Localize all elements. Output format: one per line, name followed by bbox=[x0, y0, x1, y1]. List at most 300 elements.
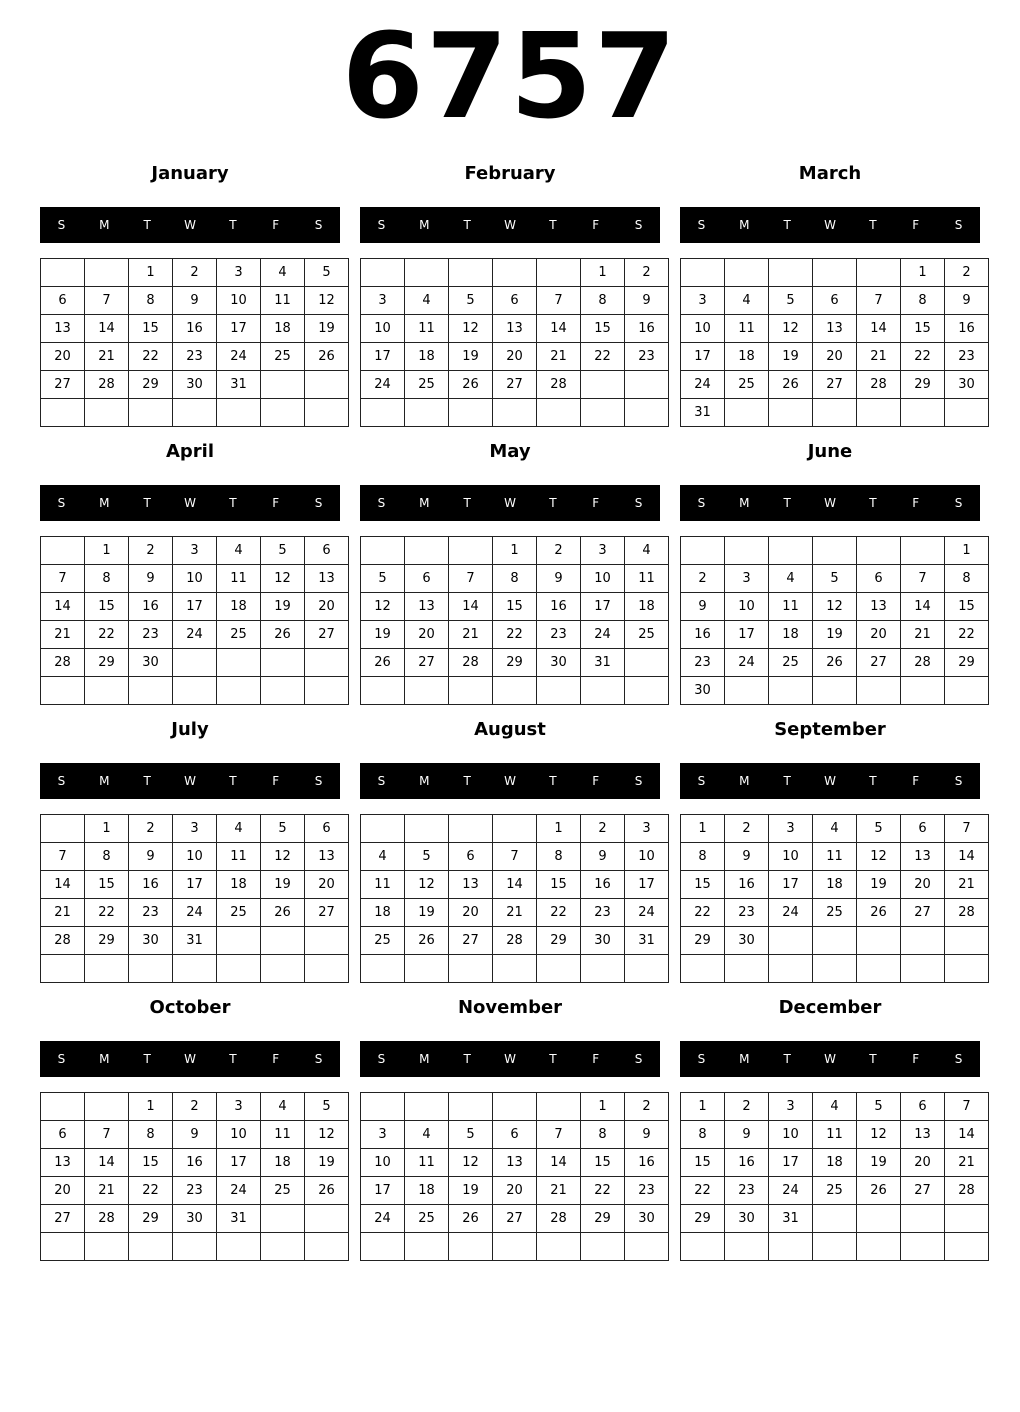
day-cell: 1 bbox=[581, 259, 625, 287]
day-cell: 23 bbox=[537, 621, 581, 649]
day-cell: 7 bbox=[901, 565, 945, 593]
weekday-header: W bbox=[184, 774, 196, 788]
day-cell: 25 bbox=[405, 371, 449, 399]
day-cell: 8 bbox=[581, 1121, 625, 1149]
day-cell: 15 bbox=[581, 315, 625, 343]
day-cell: 1 bbox=[681, 1093, 725, 1121]
day-cell: 12 bbox=[769, 315, 813, 343]
day-cell: 29 bbox=[129, 1205, 173, 1233]
weekday-header: M bbox=[99, 218, 110, 232]
day-cell: 29 bbox=[581, 1205, 625, 1233]
week-row bbox=[361, 1149, 669, 1177]
day-cell: 14 bbox=[857, 315, 901, 343]
day-grid bbox=[360, 1092, 669, 1261]
weekday-header: T bbox=[463, 218, 471, 232]
day-cell: 15 bbox=[681, 871, 725, 899]
day-cell: 31 bbox=[173, 927, 217, 955]
day-cell bbox=[725, 677, 769, 705]
week-row bbox=[41, 1177, 349, 1205]
week-row bbox=[361, 537, 669, 565]
day-cell: 22 bbox=[901, 343, 945, 371]
day-cell bbox=[945, 1205, 989, 1233]
week-row bbox=[361, 927, 669, 955]
week-row bbox=[41, 621, 349, 649]
day-cell bbox=[41, 815, 85, 843]
day-cell: 16 bbox=[945, 315, 989, 343]
week-row bbox=[681, 955, 989, 983]
day-cell: 27 bbox=[305, 621, 349, 649]
day-cell: 13 bbox=[493, 1149, 537, 1177]
day-cell: 13 bbox=[493, 315, 537, 343]
day-cell: 20 bbox=[493, 343, 537, 371]
day-cell bbox=[85, 955, 129, 983]
day-cell bbox=[85, 677, 129, 705]
day-cell: 11 bbox=[769, 593, 813, 621]
day-cell bbox=[813, 537, 857, 565]
day-cell: 10 bbox=[361, 315, 405, 343]
day-cell: 14 bbox=[493, 871, 537, 899]
day-cell bbox=[261, 371, 305, 399]
day-cell bbox=[901, 1233, 945, 1261]
day-cell bbox=[769, 677, 813, 705]
day-cell: 27 bbox=[857, 649, 901, 677]
day-cell bbox=[361, 677, 405, 705]
day-cell: 5 bbox=[305, 1093, 349, 1121]
day-cell: 16 bbox=[625, 1149, 669, 1177]
day-cell: 26 bbox=[405, 927, 449, 955]
day-cell bbox=[581, 1233, 625, 1261]
month-name: November bbox=[457, 997, 563, 1018]
weekday-header-row bbox=[360, 485, 660, 521]
day-cell: 8 bbox=[581, 287, 625, 315]
day-cell: 28 bbox=[41, 649, 85, 677]
day-cell bbox=[129, 1233, 173, 1261]
day-cell: 16 bbox=[625, 315, 669, 343]
day-cell: 21 bbox=[945, 871, 989, 899]
day-cell: 10 bbox=[769, 1121, 813, 1149]
day-cell: 4 bbox=[725, 287, 769, 315]
week-row bbox=[681, 871, 989, 899]
day-cell: 20 bbox=[901, 871, 945, 899]
day-cell: 24 bbox=[361, 371, 405, 399]
day-cell: 16 bbox=[129, 593, 173, 621]
day-cell: 4 bbox=[405, 1121, 449, 1149]
weekday-header: S bbox=[57, 496, 66, 510]
week-row bbox=[361, 371, 669, 399]
day-cell: 6 bbox=[813, 287, 857, 315]
day-cell: 28 bbox=[945, 1177, 989, 1205]
day-cell: 28 bbox=[493, 927, 537, 955]
day-cell: 24 bbox=[725, 649, 769, 677]
day-cell: 23 bbox=[581, 899, 625, 927]
day-grid bbox=[680, 536, 989, 705]
day-cell bbox=[681, 1233, 725, 1261]
day-cell bbox=[857, 537, 901, 565]
weekday-header: T bbox=[783, 774, 791, 788]
day-cell bbox=[625, 399, 669, 427]
day-cell: 15 bbox=[537, 871, 581, 899]
day-cell: 17 bbox=[173, 871, 217, 899]
day-cell: 24 bbox=[361, 1205, 405, 1233]
weekday-header: T bbox=[549, 496, 557, 510]
day-cell: 20 bbox=[813, 343, 857, 371]
day-cell: 14 bbox=[85, 1149, 129, 1177]
weekday-header: M bbox=[419, 218, 430, 232]
week-row bbox=[41, 399, 349, 427]
day-cell: 4 bbox=[625, 537, 669, 565]
day-cell: 20 bbox=[405, 621, 449, 649]
day-cell: 10 bbox=[217, 287, 261, 315]
day-cell: 28 bbox=[537, 1205, 581, 1233]
week-row bbox=[361, 649, 669, 677]
day-grid bbox=[40, 258, 349, 427]
day-cell: 7 bbox=[85, 287, 129, 315]
weekday-header-row bbox=[360, 1041, 660, 1077]
week-row bbox=[41, 371, 349, 399]
week-row bbox=[41, 1121, 349, 1149]
day-cell bbox=[581, 371, 625, 399]
week-row bbox=[361, 287, 669, 315]
day-cell: 12 bbox=[813, 593, 857, 621]
day-cell bbox=[449, 815, 493, 843]
day-cell: 14 bbox=[901, 593, 945, 621]
day-cell: 26 bbox=[857, 1177, 901, 1205]
day-cell: 19 bbox=[261, 871, 305, 899]
day-cell bbox=[405, 677, 449, 705]
day-cell bbox=[813, 1233, 857, 1261]
day-cell: 7 bbox=[449, 565, 493, 593]
weekday-header: T bbox=[463, 774, 471, 788]
week-row bbox=[361, 1233, 669, 1261]
day-cell: 11 bbox=[217, 843, 261, 871]
day-cell: 11 bbox=[725, 315, 769, 343]
day-cell: 19 bbox=[813, 621, 857, 649]
day-cell: 14 bbox=[537, 1149, 581, 1177]
day-cell bbox=[813, 677, 857, 705]
day-cell: 21 bbox=[537, 343, 581, 371]
day-cell: 25 bbox=[769, 649, 813, 677]
day-cell: 9 bbox=[725, 1121, 769, 1149]
day-cell bbox=[449, 399, 493, 427]
week-row bbox=[361, 871, 669, 899]
day-cell: 29 bbox=[85, 649, 129, 677]
day-cell: 10 bbox=[681, 315, 725, 343]
weekday-header: T bbox=[229, 218, 237, 232]
day-cell: 7 bbox=[537, 287, 581, 315]
day-cell: 5 bbox=[361, 565, 405, 593]
week-row bbox=[41, 287, 349, 315]
day-cell bbox=[361, 537, 405, 565]
day-cell bbox=[41, 1093, 85, 1121]
weekday-header: S bbox=[634, 218, 643, 232]
day-cell: 31 bbox=[625, 927, 669, 955]
day-cell: 11 bbox=[217, 565, 261, 593]
day-cell: 10 bbox=[217, 1121, 261, 1149]
day-cell: 18 bbox=[405, 1177, 449, 1205]
day-cell: 17 bbox=[581, 593, 625, 621]
day-cell: 6 bbox=[493, 287, 537, 315]
day-cell: 26 bbox=[449, 1205, 493, 1233]
day-cell: 16 bbox=[725, 871, 769, 899]
day-cell: 12 bbox=[261, 843, 305, 871]
day-cell: 21 bbox=[945, 1149, 989, 1177]
day-cell: 16 bbox=[173, 315, 217, 343]
month-name: February bbox=[464, 163, 556, 184]
day-cell: 15 bbox=[681, 1149, 725, 1177]
day-cell: 30 bbox=[945, 371, 989, 399]
weekday-header: S bbox=[634, 496, 643, 510]
day-cell bbox=[361, 955, 405, 983]
weekday-header: F bbox=[912, 496, 920, 510]
weekday-header: M bbox=[739, 1052, 750, 1066]
day-cell: 1 bbox=[537, 815, 581, 843]
day-cell: 2 bbox=[173, 1093, 217, 1121]
weekday-header: T bbox=[463, 1052, 471, 1066]
weekday-header: T bbox=[143, 1052, 151, 1066]
day-cell bbox=[261, 955, 305, 983]
day-cell bbox=[129, 677, 173, 705]
weekday-header: S bbox=[314, 496, 323, 510]
day-cell: 3 bbox=[173, 537, 217, 565]
weekday-header-row bbox=[680, 1041, 980, 1077]
day-grid bbox=[680, 258, 989, 427]
weekday-header-row bbox=[680, 485, 980, 521]
week-row bbox=[41, 343, 349, 371]
day-cell: 10 bbox=[581, 565, 625, 593]
day-cell bbox=[261, 1205, 305, 1233]
day-cell bbox=[305, 1233, 349, 1261]
week-row bbox=[41, 955, 349, 983]
day-cell bbox=[537, 399, 581, 427]
day-cell: 23 bbox=[945, 343, 989, 371]
weekday-header: M bbox=[99, 496, 110, 510]
month-name: May bbox=[489, 441, 531, 462]
day-cell: 21 bbox=[85, 343, 129, 371]
weekday-header: W bbox=[824, 1052, 836, 1066]
day-cell: 21 bbox=[41, 899, 85, 927]
day-cell: 30 bbox=[129, 927, 173, 955]
day-cell: 4 bbox=[261, 259, 305, 287]
weekday-header: S bbox=[697, 1052, 706, 1066]
day-cell bbox=[449, 1093, 493, 1121]
day-cell bbox=[405, 1233, 449, 1261]
day-cell: 12 bbox=[305, 1121, 349, 1149]
day-cell: 27 bbox=[901, 899, 945, 927]
day-cell: 21 bbox=[41, 621, 85, 649]
weekday-header: F bbox=[592, 1052, 600, 1066]
day-cell: 10 bbox=[173, 843, 217, 871]
weekday-header: T bbox=[143, 496, 151, 510]
day-cell bbox=[769, 1233, 813, 1261]
day-cell: 19 bbox=[857, 1149, 901, 1177]
day-cell: 25 bbox=[261, 343, 305, 371]
day-cell bbox=[217, 1233, 261, 1261]
day-cell bbox=[85, 1093, 129, 1121]
day-cell bbox=[769, 537, 813, 565]
weekday-header: T bbox=[869, 774, 877, 788]
weekday-header: F bbox=[592, 774, 600, 788]
day-cell: 14 bbox=[449, 593, 493, 621]
day-cell: 4 bbox=[769, 565, 813, 593]
week-row bbox=[361, 565, 669, 593]
day-cell: 18 bbox=[217, 593, 261, 621]
day-cell bbox=[681, 537, 725, 565]
day-cell: 16 bbox=[681, 621, 725, 649]
day-cell: 29 bbox=[537, 927, 581, 955]
weekday-header: S bbox=[634, 774, 643, 788]
day-cell: 4 bbox=[361, 843, 405, 871]
day-cell: 20 bbox=[449, 899, 493, 927]
weekday-header: S bbox=[57, 1052, 66, 1066]
day-cell: 15 bbox=[493, 593, 537, 621]
day-cell bbox=[769, 955, 813, 983]
day-cell: 27 bbox=[901, 1177, 945, 1205]
week-row bbox=[361, 1177, 669, 1205]
week-row bbox=[361, 593, 669, 621]
day-cell bbox=[857, 955, 901, 983]
day-cell: 26 bbox=[305, 343, 349, 371]
day-grid bbox=[680, 1092, 989, 1261]
week-row bbox=[41, 1233, 349, 1261]
day-cell bbox=[857, 1233, 901, 1261]
weekday-header: W bbox=[824, 218, 836, 232]
day-cell: 7 bbox=[945, 1093, 989, 1121]
weekday-header: T bbox=[869, 496, 877, 510]
weekday-header: S bbox=[57, 218, 66, 232]
day-cell: 10 bbox=[725, 593, 769, 621]
day-cell: 8 bbox=[85, 843, 129, 871]
day-cell: 28 bbox=[85, 1205, 129, 1233]
day-cell: 13 bbox=[449, 871, 493, 899]
day-cell bbox=[625, 677, 669, 705]
week-row bbox=[681, 1233, 989, 1261]
day-cell: 3 bbox=[725, 565, 769, 593]
weekday-header: S bbox=[377, 218, 386, 232]
day-cell: 29 bbox=[901, 371, 945, 399]
day-cell: 9 bbox=[129, 565, 173, 593]
week-row bbox=[361, 1121, 669, 1149]
weekday-header: M bbox=[99, 1052, 110, 1066]
day-cell: 18 bbox=[361, 899, 405, 927]
weekday-header: S bbox=[377, 774, 386, 788]
day-cell: 2 bbox=[173, 259, 217, 287]
day-cell: 15 bbox=[901, 315, 945, 343]
day-cell: 7 bbox=[41, 843, 85, 871]
day-cell: 12 bbox=[449, 1149, 493, 1177]
day-cell bbox=[305, 955, 349, 983]
day-cell: 2 bbox=[537, 537, 581, 565]
day-cell: 7 bbox=[85, 1121, 129, 1149]
day-cell: 22 bbox=[129, 1177, 173, 1205]
weekday-header: S bbox=[954, 1052, 963, 1066]
day-cell bbox=[681, 955, 725, 983]
day-cell: 23 bbox=[129, 621, 173, 649]
week-row bbox=[361, 815, 669, 843]
day-cell bbox=[361, 1233, 405, 1261]
day-cell bbox=[769, 259, 813, 287]
day-cell: 17 bbox=[217, 1149, 261, 1177]
day-cell bbox=[945, 677, 989, 705]
day-cell bbox=[361, 259, 405, 287]
day-cell: 4 bbox=[217, 537, 261, 565]
week-row bbox=[681, 1177, 989, 1205]
week-row bbox=[681, 1205, 989, 1233]
day-cell: 20 bbox=[901, 1149, 945, 1177]
day-cell bbox=[305, 649, 349, 677]
day-cell: 10 bbox=[173, 565, 217, 593]
day-cell bbox=[129, 399, 173, 427]
day-cell: 19 bbox=[305, 1149, 349, 1177]
day-cell bbox=[405, 815, 449, 843]
day-cell: 25 bbox=[725, 371, 769, 399]
day-cell: 1 bbox=[581, 1093, 625, 1121]
day-cell bbox=[449, 259, 493, 287]
weekday-header-row bbox=[40, 763, 340, 799]
day-cell bbox=[857, 399, 901, 427]
day-cell bbox=[493, 815, 537, 843]
day-cell: 4 bbox=[405, 287, 449, 315]
day-cell bbox=[41, 399, 85, 427]
week-row bbox=[681, 899, 989, 927]
day-cell bbox=[173, 399, 217, 427]
day-cell: 27 bbox=[449, 927, 493, 955]
day-grid bbox=[360, 814, 669, 983]
day-cell bbox=[41, 955, 85, 983]
day-cell bbox=[813, 1205, 857, 1233]
day-cell: 21 bbox=[857, 343, 901, 371]
day-cell: 19 bbox=[857, 871, 901, 899]
weekday-header: W bbox=[184, 1052, 196, 1066]
day-cell: 24 bbox=[581, 621, 625, 649]
week-row bbox=[41, 677, 349, 705]
day-cell bbox=[449, 537, 493, 565]
week-row bbox=[41, 315, 349, 343]
day-cell: 15 bbox=[581, 1149, 625, 1177]
week-row bbox=[361, 1093, 669, 1121]
day-cell bbox=[449, 677, 493, 705]
week-row bbox=[681, 1149, 989, 1177]
day-cell: 24 bbox=[173, 899, 217, 927]
day-cell: 17 bbox=[173, 593, 217, 621]
day-cell: 18 bbox=[405, 343, 449, 371]
day-cell bbox=[305, 399, 349, 427]
day-cell: 17 bbox=[769, 1149, 813, 1177]
weekday-header-row bbox=[360, 207, 660, 243]
day-cell: 20 bbox=[41, 1177, 85, 1205]
day-cell: 4 bbox=[261, 1093, 305, 1121]
week-row bbox=[41, 1093, 349, 1121]
day-cell: 23 bbox=[725, 899, 769, 927]
day-cell: 23 bbox=[625, 343, 669, 371]
day-cell: 9 bbox=[129, 843, 173, 871]
day-cell: 5 bbox=[405, 843, 449, 871]
day-cell bbox=[901, 1205, 945, 1233]
day-cell: 29 bbox=[85, 927, 129, 955]
day-cell: 21 bbox=[493, 899, 537, 927]
day-cell: 3 bbox=[769, 815, 813, 843]
weekday-header-row bbox=[40, 207, 340, 243]
day-cell: 11 bbox=[261, 287, 305, 315]
day-cell: 22 bbox=[85, 899, 129, 927]
day-cell: 12 bbox=[261, 565, 305, 593]
weekday-header: T bbox=[549, 1052, 557, 1066]
day-cell bbox=[405, 399, 449, 427]
day-cell: 9 bbox=[581, 843, 625, 871]
weekday-header: T bbox=[869, 1052, 877, 1066]
day-cell: 11 bbox=[813, 1121, 857, 1149]
day-cell bbox=[493, 259, 537, 287]
day-cell: 30 bbox=[625, 1205, 669, 1233]
